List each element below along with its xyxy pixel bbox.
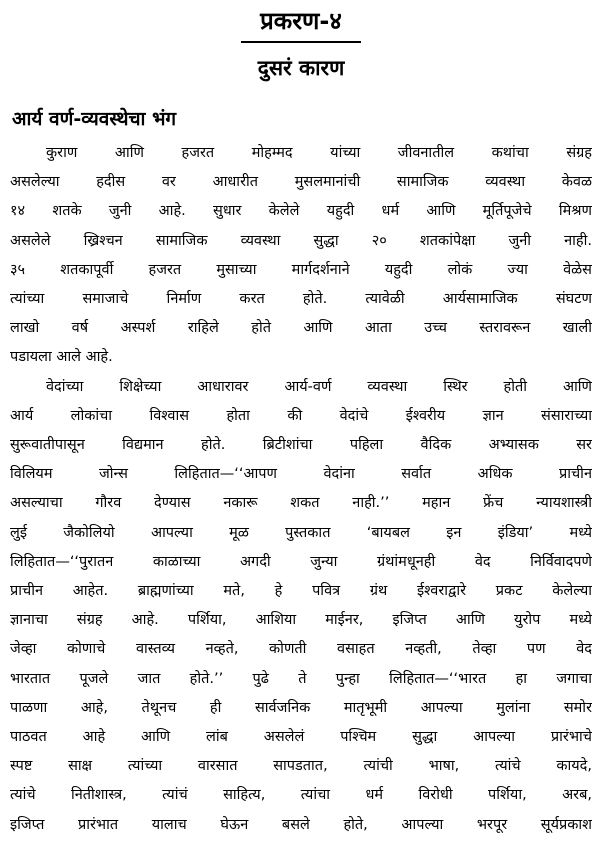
paragraph-2 bbox=[10, 373, 592, 840]
text-line: लाखो वर्ष अस्पर्श राहिले होते आणि आता उच्च स्तरावरून खाली bbox=[10, 320, 592, 337]
text-line: पाळणा आहे, तेथूनच ही सार्वजनिक मातृभूमी आपल्या मुलांना समोर bbox=[10, 699, 592, 716]
text-line: सुरूवातीपासून विद्यमान होते. ब्रिटीशांचा पहिला वैदिक अभ्यासक सर bbox=[10, 437, 592, 454]
chapter-title: प्रकरण-४ bbox=[260, 7, 342, 35]
text-line: भारतात पूजले जात होते.’’ पुढे ते पुन्हा लिहितात—‘‘भारत हा जगाचा bbox=[10, 670, 592, 687]
text-line: पाठवत आहे आणि लांब असलेलं पश्चिम सुद्धा आपल्या प्रारंभाचे bbox=[10, 729, 592, 746]
paragraph-1 bbox=[10, 139, 592, 373]
text-line: पडायला आले आहे. bbox=[10, 349, 113, 366]
text-line: प्राचीन आहेत. ब्राह्मणांच्या मते, हे पवित्र ग्रंथ ईश्वराद्वारे प्रकट केलेल्या bbox=[10, 583, 592, 600]
text-line: आर्य लोकांचा विश्वास होता की वेदांचे ईश्वरीय ज्ञान संसाराच्या bbox=[10, 407, 592, 424]
chapter-subtitle: दुसरं कारण bbox=[257, 56, 345, 80]
text-line: स्पष्ट साक्ष त्यांच्या वारसात सापडतात, त्यांची भाषा, त्यांचे कायदे, bbox=[10, 758, 592, 775]
text-line: १४ शतके जुनी आहे. सुधार केलेले यहुदी धर्म आणि मूर्तिपूजेचे मिश्रण bbox=[10, 203, 592, 220]
text-line: ज्ञानाचा संग्रह आहे. पर्शिया, आशिया माईनर, इजिप्त आणि युरोप मध्ये bbox=[10, 612, 592, 629]
text-line: वेदांच्या शिक्षेच्या आधारावर आर्य-वर्ण व्यवस्था स्थिर होती आणि bbox=[46, 378, 592, 395]
text-line: इजिप्त प्रारंभात यालाच घेऊन बसले होते, आपल्या भरपूर सूर्यप्रकाश bbox=[10, 816, 592, 833]
text-line: लिहितात—‘‘पुरातन काळाच्या अगदी जुन्या ग्रंथांमधूनही वेद निर्विवादपणे bbox=[10, 553, 592, 570]
text-line: असल्याचा गौरव देण्यास नकारू शकत नाही.’’ महान फ्रेंच न्यायशास्त्री bbox=[10, 495, 592, 512]
chapter-title-underline bbox=[241, 41, 361, 43]
text-line: लुई जैकोलियो आपल्या मूळ पुस्तकात ‘बायबल इन इंडिया’ मध्ये bbox=[10, 524, 592, 541]
section-heading: आर्य वर्ण-व्यवस्थेचा भंग bbox=[12, 108, 177, 130]
text-line: जेव्हा कोणाचे वास्तव्य नव्हते, कोणती वसाहत नव्हती, तेव्हा पण वेद bbox=[10, 641, 592, 658]
text-line: कुराण आणि हजरत मोहम्मद यांच्या जीवनातील कथांचा संग्रह bbox=[46, 145, 592, 161]
text-line: ३५ शतकापूर्वी हजरत मुसाच्या मार्गदर्शनाने यहुदी लोकं ज्या वेळेस bbox=[10, 261, 592, 278]
text-line: असलेल्या हदीस वर आधारीत मुसलमानांची सामाजिक व्यवस्था केवळ bbox=[10, 174, 592, 191]
text-line: विलियम जोन्स लिहितात—‘‘आपण वेदांना सर्वात अधिक प्राचीन bbox=[10, 466, 592, 483]
text-line: त्यांचे नितीशास्त्र, त्यांचं साहित्य, त्यांचा धर्म विरोधी पर्शिया, अरब, bbox=[10, 787, 592, 804]
text-line: असलेले ख्रिश्चन सामाजिक व्यवस्था सुद्धा २० शतकांपेक्षा जुनी नाही. bbox=[10, 232, 592, 249]
text-line: त्यांच्या समाजाचे निर्माण करत होते. त्यावेळी आर्यसामाजिक संघटण bbox=[10, 291, 592, 308]
